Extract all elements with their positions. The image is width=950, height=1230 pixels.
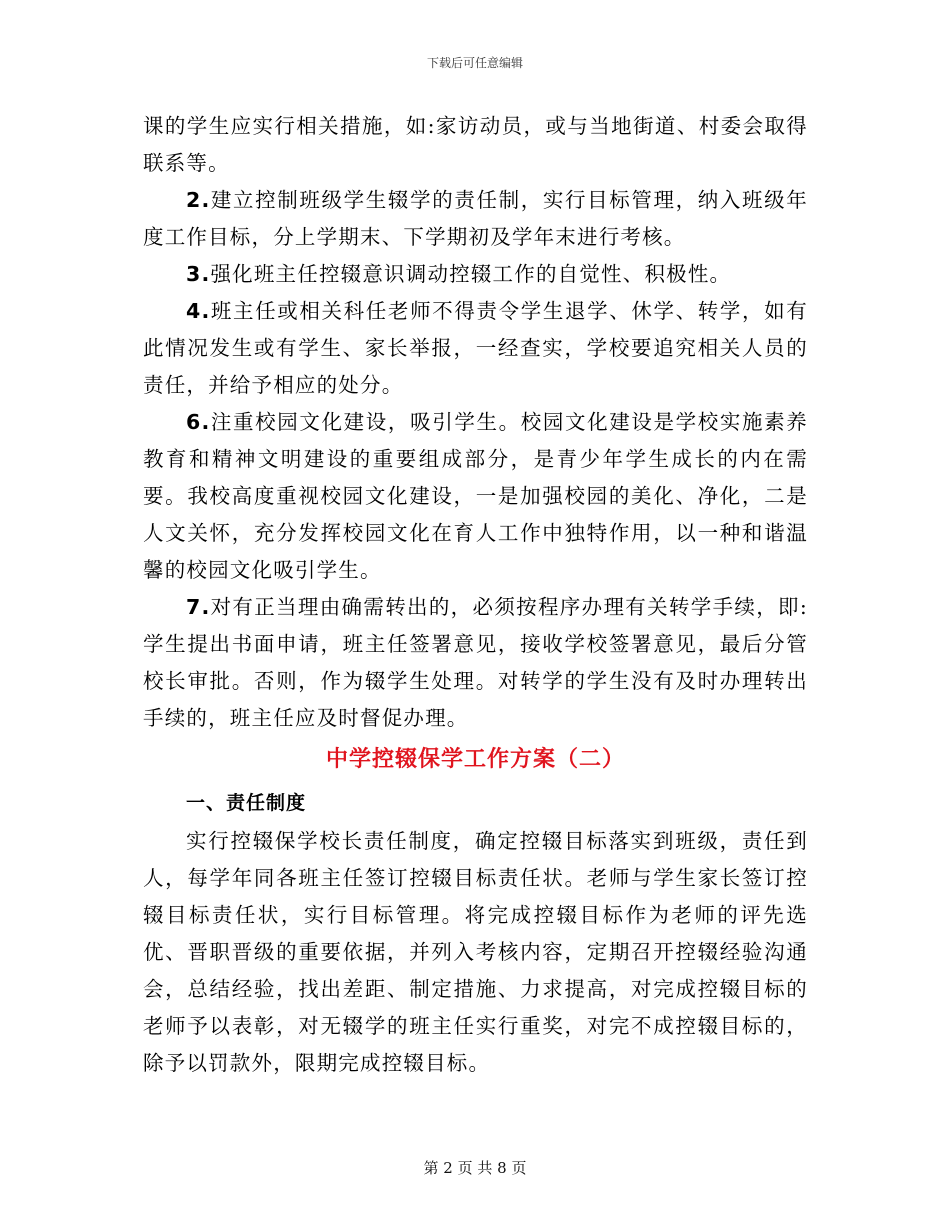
page-header: 下载后可任意编辑 xyxy=(426,56,523,70)
item-number: 7. xyxy=(186,595,211,619)
paragraph-continuation xyxy=(143,108,808,182)
paragraph-item-6 xyxy=(143,404,808,589)
document-body xyxy=(143,108,808,1082)
paragraph-text: 课的学生应实行相关措施，如:家访动员，或与当地街道、村委会取得联系等。 xyxy=(143,114,808,175)
page-footer: 第 2 页 共 8 页 xyxy=(423,1159,527,1177)
paragraph-item-2 xyxy=(143,182,808,256)
paragraph-item-4 xyxy=(143,293,808,404)
paragraph-text: 班主任或相关科任老师不得责令学生退学、休学、转学，如有此情况发生或有学生、家长举报，一经查实，学校要追究相关人员的责任，并给予相应的处分。 xyxy=(143,299,808,397)
item-number: 6. xyxy=(186,410,211,434)
section-title: 中学控辍保学工作方案（二） xyxy=(325,747,625,772)
section-body: 实行控辍保学校长责任制度，确定控辍目标落实到班级，责任到人，每学年同各班主任签订控辍目标责任状。老师与学生家长签订控辍目标责任状，实行目标管理。将完成控辍目标作为老师的评先选优、晋职晋级的重要依据，并列入考核内容，定期召开控辍经验沟通会，总结经验，找出差距、制定措施、力求提高，对完成控辍目标的老师予以表彰，对无辍学的班主任实行重奖，对完不成控辍目标的，除予以罚款外，限期完成控辍目标。 xyxy=(143,829,808,1075)
section-heading: 一、责任制度 xyxy=(186,792,307,814)
paragraph-text: 建立控制班级学生辍学的责任制，实行目标管理，纳入班级年度工作目标，分上学期末、下学期初及学年末进行考核。 xyxy=(143,188,808,249)
paragraph-text: 对有正当理由确需转出的，必须按程序办理有关转学手续，即:学生提出书面申请，班主任签署意见，接收学校签署意见，最后分管校长审批。否则，作为辍学生处理。对转学的学生没有及时办理转出手续的，班主任应及时督促办理。 xyxy=(143,595,808,730)
paragraph-text: 强化班主任控辍意识调动控辍工作的自觉性、积极性。 xyxy=(210,262,732,286)
item-number: 3. xyxy=(186,262,211,286)
paragraph-item-7 xyxy=(143,589,808,737)
paragraph-text: 注重校园文化建设，吸引学生。校园文化建设是学校实施素养教育和精神文明建设的重要组成部分，是青少年学生成长的内在需要。我校高度重视校园文化建设，一是加强校园的美化、净化，二是人文关怀，充分发挥校园文化在育人工作中独特作用，以一种和谐温馨的校园文化吸引学生。 xyxy=(143,410,808,582)
paragraph-item-3 xyxy=(143,256,808,293)
item-number: 2. xyxy=(186,188,211,212)
item-number: 4. xyxy=(186,299,211,323)
